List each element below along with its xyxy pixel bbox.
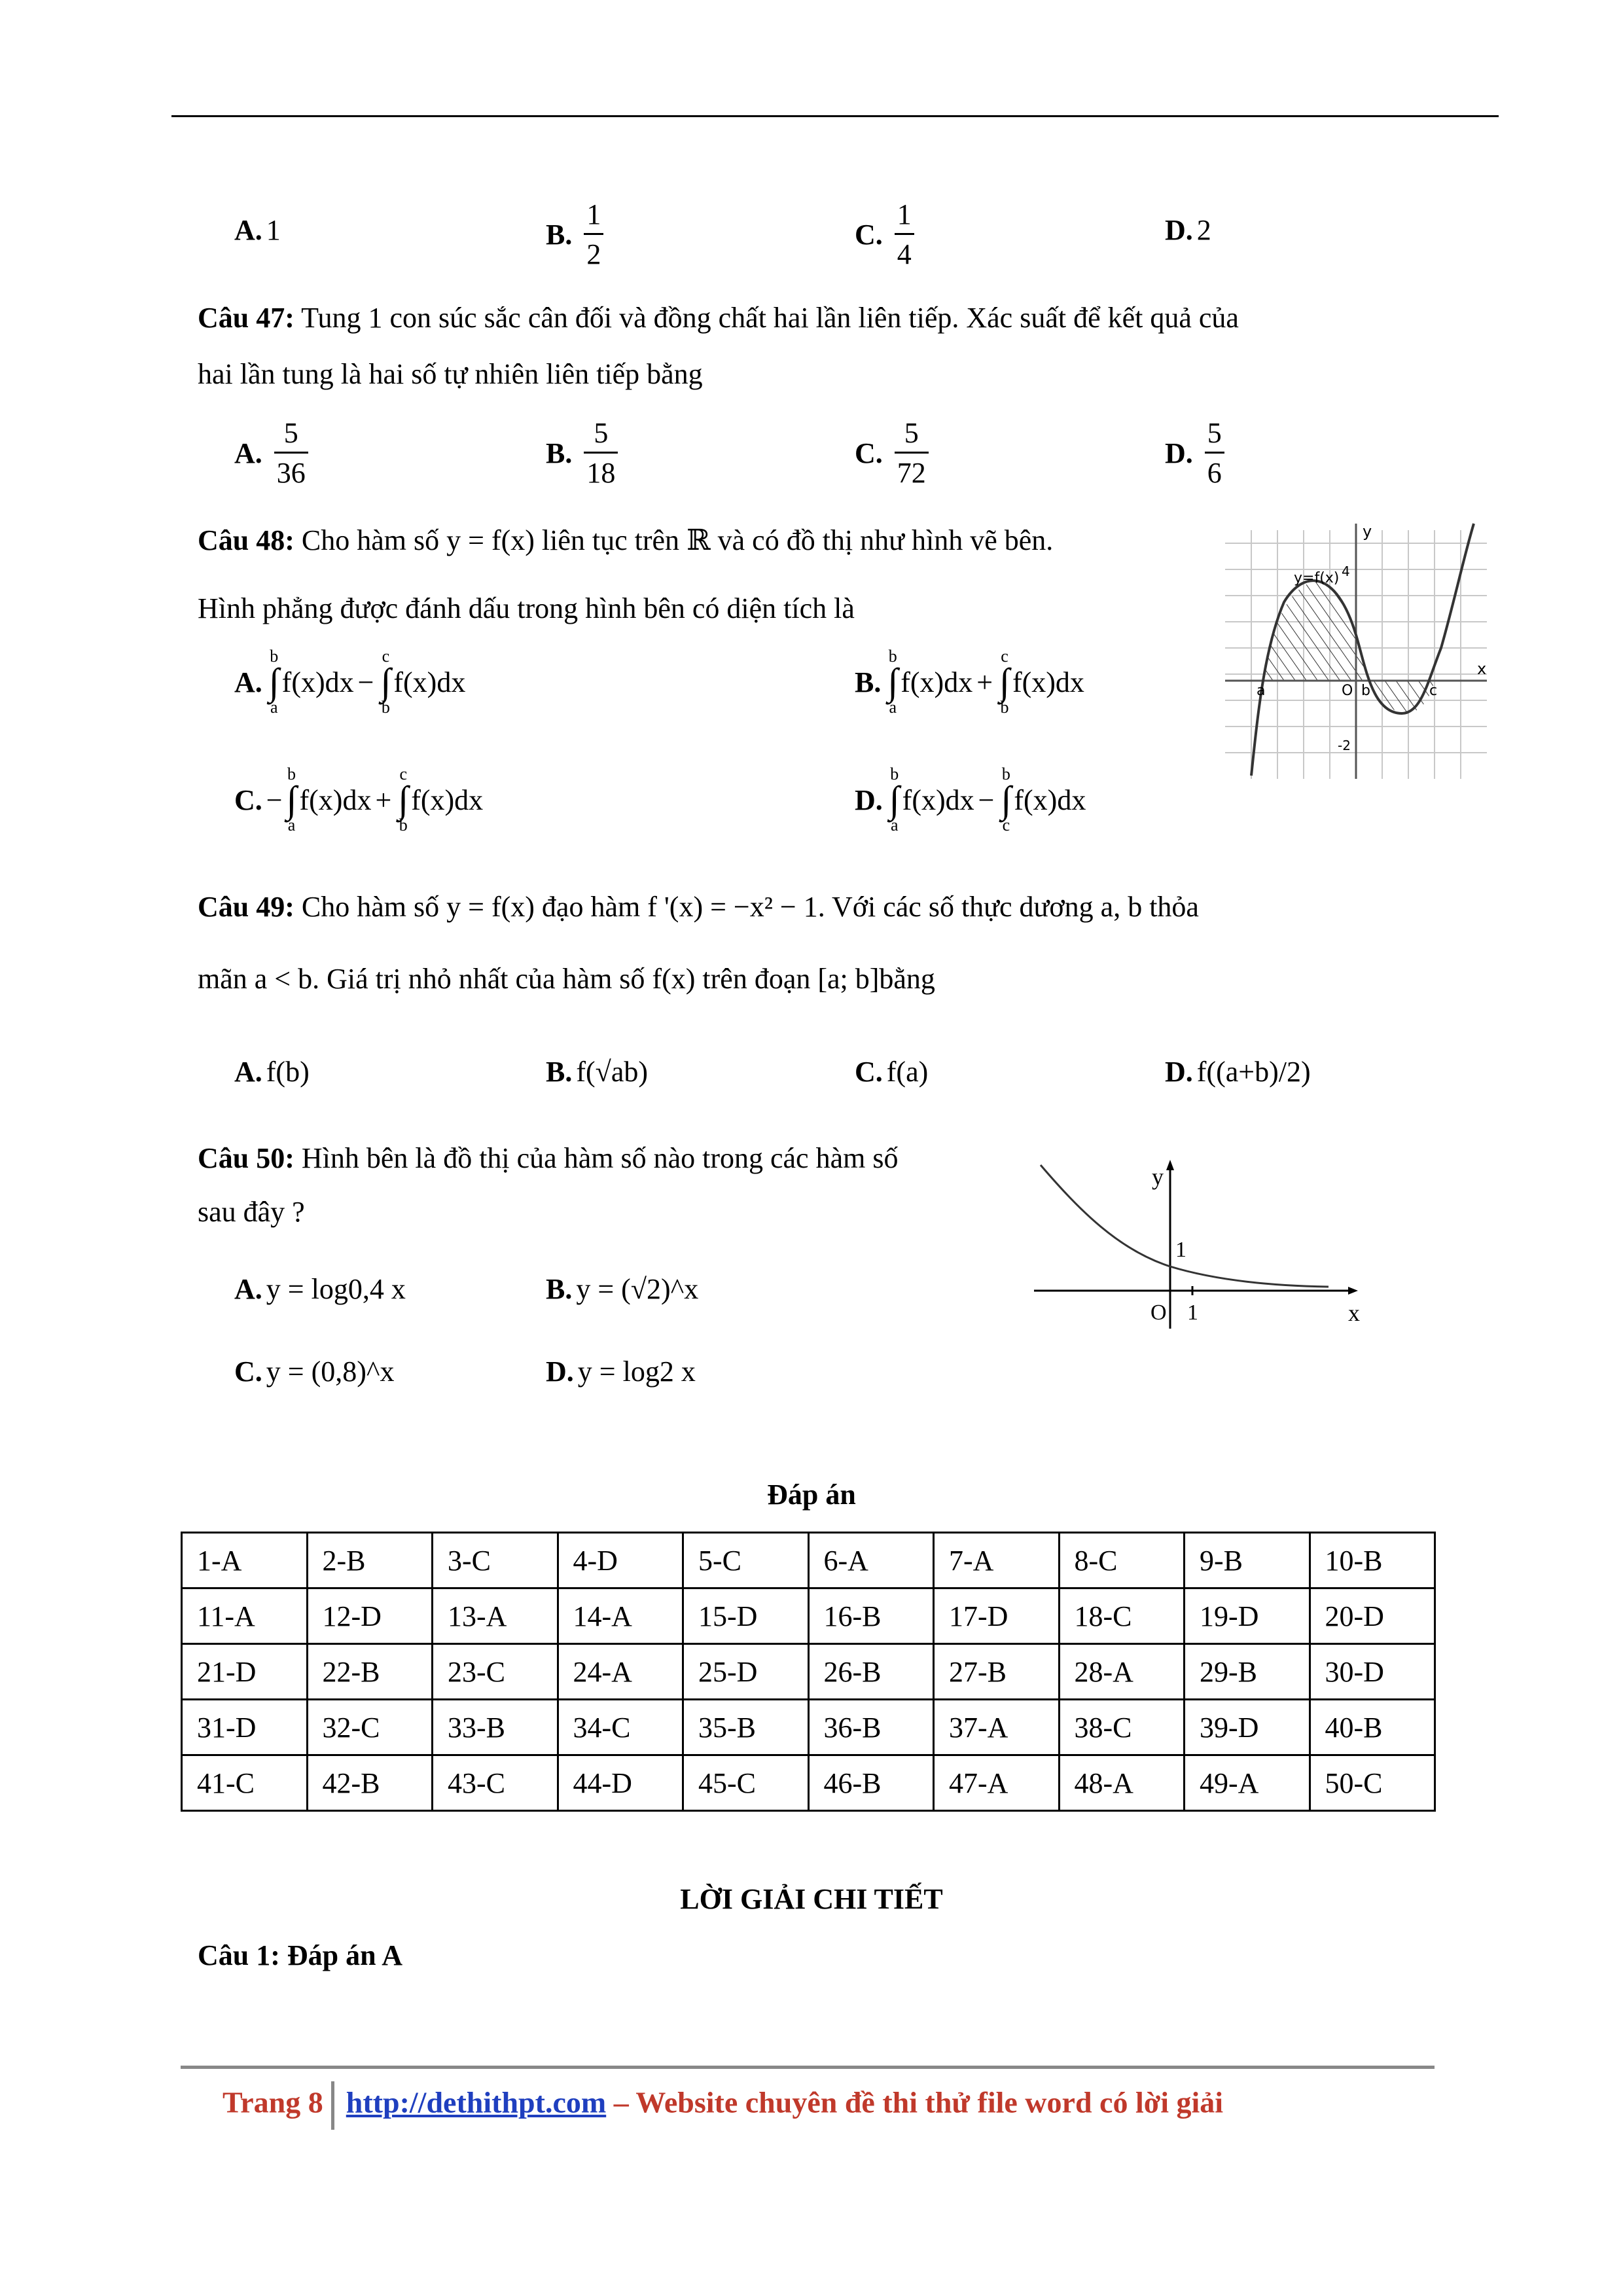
table-cell: 14-A xyxy=(558,1588,683,1644)
table-cell: 47-A xyxy=(934,1755,1060,1811)
question-label: Câu 50: xyxy=(198,1142,294,1174)
table-cell: 21-D xyxy=(182,1644,308,1700)
shaded-region-2 xyxy=(1369,681,1438,713)
table-row xyxy=(182,1533,1435,1588)
question-label: Câu 47: xyxy=(198,302,294,334)
graph-label-minus2: -2 xyxy=(1338,738,1351,753)
footer-rule xyxy=(181,2066,1435,2069)
graph-label-b: b xyxy=(1361,683,1370,699)
graph-label-fx: y=f(x) xyxy=(1294,570,1340,586)
text: đạo hàm xyxy=(541,891,641,923)
option-label: A. xyxy=(234,437,262,469)
fraction: $\frac{5}{72}$ xyxy=(895,419,929,488)
table-cell: 40-B xyxy=(1310,1700,1435,1755)
footer xyxy=(223,2081,1223,2130)
text: liên tục trên xyxy=(541,524,680,556)
option-label: D. xyxy=(1165,437,1193,469)
option-label: C. xyxy=(855,1056,883,1088)
page-number: Trang 8 xyxy=(223,2085,323,2119)
integral: c ∫ b xyxy=(999,647,1010,717)
q47-option-a[interactable] xyxy=(234,419,308,488)
q49-option-c[interactable] xyxy=(855,1055,928,1088)
graph-label-1y: 1 xyxy=(1175,1238,1186,1262)
answer-table xyxy=(181,1532,1436,1812)
math-expr: y = f(x) xyxy=(446,524,535,556)
table-cell: 8-C xyxy=(1059,1533,1185,1588)
table-cell: 19-D xyxy=(1185,1588,1310,1644)
graph-label-c: c xyxy=(1429,683,1438,699)
table-cell: 24-A xyxy=(558,1644,683,1700)
table-cell: 30-D xyxy=(1310,1644,1435,1700)
option-label: A. xyxy=(234,1273,262,1305)
table-cell: 11-A xyxy=(182,1588,308,1644)
option-label: B. xyxy=(546,1056,573,1088)
q50-line1 xyxy=(198,1144,898,1173)
integral: b ∫ c xyxy=(1001,764,1012,835)
q47-line1 xyxy=(198,304,1239,332)
table-cell: 34-C xyxy=(558,1700,683,1755)
table-cell: 17-D xyxy=(934,1588,1060,1644)
table-cell: 50-C xyxy=(1310,1755,1435,1811)
table-cell: 15-D xyxy=(683,1588,809,1644)
graph-label-four: 4 xyxy=(1342,564,1350,579)
graph-label-o: O xyxy=(1150,1300,1167,1325)
integral: c ∫ b xyxy=(398,764,409,835)
integral: b ∫ a xyxy=(889,764,900,835)
table-cell: 48-A xyxy=(1059,1755,1185,1811)
table-cell: 32-C xyxy=(307,1700,433,1755)
integrand: f(x)dx xyxy=(902,783,974,816)
option-value: y = (√2)^x xyxy=(576,1273,699,1305)
table-cell: 22-B xyxy=(307,1644,433,1700)
table-cell: 20-D xyxy=(1310,1588,1435,1644)
option-value: y = log0,4 x xyxy=(266,1273,406,1305)
text: Cho hàm số xyxy=(301,524,440,556)
q49-line2 xyxy=(198,965,935,994)
math-expr: y = f(x) xyxy=(446,891,535,923)
q47-option-d[interactable] xyxy=(1165,419,1224,488)
integral: b ∫ a xyxy=(268,647,279,717)
q47-line2: hai lần tung là hai số tự nhiên liên tiếp bằng xyxy=(198,358,703,390)
option-label: C. xyxy=(234,1355,262,1388)
solution-title: LỜI GIẢI CHI TIẾT xyxy=(680,1883,943,1915)
footer-separator xyxy=(331,2081,334,2130)
text: mãn xyxy=(198,963,247,995)
option-label: C. xyxy=(855,437,883,469)
table-cell: 49-A xyxy=(1185,1755,1310,1811)
option-label: D. xyxy=(546,1355,574,1388)
option-value: 2 xyxy=(1196,214,1211,246)
math-expr: f(x) xyxy=(652,963,696,995)
integrand: f(x)dx xyxy=(901,666,973,698)
question-label: Câu 48: xyxy=(198,524,294,556)
y-arrow-icon xyxy=(1166,1160,1174,1170)
integral: b ∫ a xyxy=(887,647,899,717)
table-cell: 44-D xyxy=(558,1755,683,1811)
graph-label-x: x xyxy=(1477,660,1487,678)
table-cell: 45-C xyxy=(683,1755,809,1811)
table-cell: 23-C xyxy=(433,1644,558,1700)
text: . Giá trị nhỏ nhất của hàm số xyxy=(312,963,645,995)
text: Cho hàm số xyxy=(301,891,440,923)
question-text: Tung 1 con súc sắc cân đối và đồng chất hai lần liên tiếp. Xác suất để kết quả của xyxy=(301,302,1239,334)
table-cell: 46-B xyxy=(808,1755,934,1811)
q48-line1 xyxy=(198,526,1053,555)
shaded-region-1 xyxy=(1264,582,1369,681)
text: bằng xyxy=(879,963,935,995)
curve xyxy=(1041,1165,1329,1287)
option-value: 1 xyxy=(266,214,281,246)
table-cell: 38-C xyxy=(1059,1700,1185,1755)
graph-label-y: y xyxy=(1363,522,1372,541)
q46-option-b[interactable] xyxy=(546,200,603,269)
q48-graph xyxy=(1225,517,1493,785)
math-expr: f '(x) = −x² − 1. xyxy=(647,891,825,923)
table-cell: 9-B xyxy=(1185,1533,1310,1588)
integrand: f(x)dx xyxy=(411,783,484,816)
fraction: $\frac{1}{2}$ xyxy=(584,200,603,269)
table-cell: 10-B xyxy=(1310,1533,1435,1588)
integrand: f(x)dx xyxy=(281,666,354,698)
solution-q1: Câu 1: Đáp án A xyxy=(198,1939,402,1971)
table-cell: 16-B xyxy=(808,1588,934,1644)
integrand: f(x)dx xyxy=(1014,783,1086,816)
table-cell: 5-C xyxy=(683,1533,809,1588)
answer-title: Đáp án xyxy=(767,1479,856,1511)
q48-option-c[interactable]: C. − b ∫ a f(x)dx + c ∫ b f(x)dx xyxy=(234,764,484,835)
question-text: Hình bên là đồ thị của hàm số nào trong các hàm số xyxy=(301,1142,899,1174)
text: Với các số thực dương a, b thỏa xyxy=(831,891,1199,923)
table-cell: 12-D xyxy=(307,1588,433,1644)
option-label: D. xyxy=(1165,1056,1193,1088)
option-label: D. xyxy=(855,783,883,816)
q50-option-b[interactable] xyxy=(546,1272,698,1306)
graph-label-a: a xyxy=(1257,683,1266,699)
q48-option-b[interactable]: B. b ∫ a f(x)dx + c ∫ b f(x)dx xyxy=(855,647,1084,717)
website-link[interactable]: http://dethithpt.com xyxy=(346,2085,607,2119)
q49-option-b[interactable] xyxy=(546,1055,648,1088)
integrand: f(x)dx xyxy=(1012,666,1084,698)
table-cell: 18-C xyxy=(1059,1588,1185,1644)
option-label: C. xyxy=(855,219,883,251)
q49-option-a[interactable] xyxy=(234,1055,310,1088)
option-label: D. xyxy=(1165,214,1193,246)
option-label: A. xyxy=(234,1056,262,1088)
table-cell: 29-B xyxy=(1185,1644,1310,1700)
fraction: $\frac{5}{6}$ xyxy=(1205,419,1224,488)
q47-option-c[interactable] xyxy=(855,419,929,488)
q48-line2: Hình phẳng được đánh dấu trong hình bên có diện tích là xyxy=(198,592,855,624)
integral: c ∫ b xyxy=(380,647,391,717)
option-label: B. xyxy=(546,437,573,469)
table-cell: 4-D xyxy=(558,1533,683,1588)
graph-label-y: y xyxy=(1152,1164,1164,1190)
q48-option-a[interactable]: A. b ∫ a f(x)dx − c ∫ b f(x)dx xyxy=(234,647,466,717)
table-cell: 33-B xyxy=(433,1700,558,1755)
option-label: B. xyxy=(546,1273,573,1305)
q48-option-d[interactable]: D. b ∫ a f(x)dx − b ∫ c f(x)dx xyxy=(855,764,1086,835)
q46-option-a[interactable] xyxy=(234,213,281,247)
table-cell: 43-C xyxy=(433,1755,558,1811)
q50-line2: sau đây ? xyxy=(198,1196,305,1228)
table-row xyxy=(182,1588,1435,1644)
q50-graph xyxy=(1027,1152,1381,1335)
header-rule xyxy=(171,115,1499,117)
table-cell: 1-A xyxy=(182,1533,308,1588)
table-cell: 3-C xyxy=(433,1533,558,1588)
table-cell: 6-A xyxy=(808,1533,934,1588)
integral: b ∫ a xyxy=(286,764,297,835)
text: trên đoạn xyxy=(702,963,811,995)
table-cell: 2-B xyxy=(307,1533,433,1588)
x-arrow-icon xyxy=(1348,1287,1358,1295)
table-cell: 41-C xyxy=(182,1755,308,1811)
integrand: f(x)dx xyxy=(299,783,372,816)
table-cell: 25-D xyxy=(683,1644,809,1700)
q46-option-d[interactable] xyxy=(1165,213,1211,247)
option-label: C. xyxy=(234,783,262,816)
q49-option-d[interactable] xyxy=(1165,1055,1311,1088)
option-value: f(√ab) xyxy=(576,1056,648,1088)
q49-line1 xyxy=(198,893,1199,922)
table-cell: 39-D xyxy=(1185,1700,1310,1755)
q50-option-d[interactable] xyxy=(546,1355,696,1388)
q50-option-c[interactable] xyxy=(234,1355,395,1388)
option-label: B. xyxy=(855,666,882,698)
text: và có đồ thị như hình vẽ bên. xyxy=(717,524,1054,556)
table-cell: 36-B xyxy=(808,1700,934,1755)
question-label: Câu 49: xyxy=(198,891,294,923)
integrand: f(x)dx xyxy=(393,666,466,698)
fraction: $\frac{5}{36}$ xyxy=(274,419,308,488)
table-cell: 35-B xyxy=(683,1700,809,1755)
table-row xyxy=(182,1755,1435,1811)
graph-label-o: O xyxy=(1342,683,1353,699)
q47-option-b[interactable] xyxy=(546,419,618,488)
fraction: $\frac{5}{18}$ xyxy=(584,419,618,488)
table-row xyxy=(182,1700,1435,1755)
option-value: y = (0,8)^x xyxy=(266,1355,395,1388)
table-cell: 7-A xyxy=(934,1533,1060,1588)
q50-option-a[interactable] xyxy=(234,1272,406,1306)
table-cell: 31-D xyxy=(182,1700,308,1755)
option-label: A. xyxy=(234,666,262,698)
q46-option-c[interactable] xyxy=(855,200,914,269)
table-cell: 13-A xyxy=(433,1588,558,1644)
table-cell: 27-B xyxy=(934,1644,1060,1700)
option-label: A. xyxy=(234,214,262,246)
option-value: f((a+b)/2) xyxy=(1196,1056,1311,1088)
table-cell: 28-A xyxy=(1059,1644,1185,1700)
table-cell: 42-B xyxy=(307,1755,433,1811)
table-row xyxy=(182,1644,1435,1700)
footer-tagline: – Website chuyên đề thi thử file word có lời giải xyxy=(606,2085,1224,2119)
graph-label-1x: 1 xyxy=(1187,1300,1198,1325)
option-label: B. xyxy=(546,219,573,251)
table-cell: 37-A xyxy=(934,1700,1060,1755)
math-expr: ℝ xyxy=(687,524,711,556)
math-expr: a < b xyxy=(254,963,313,995)
option-value: f(a) xyxy=(886,1056,929,1088)
option-value: f(b) xyxy=(266,1056,310,1088)
graph-label-x: x xyxy=(1348,1300,1360,1326)
table-cell: 26-B xyxy=(808,1644,934,1700)
math-expr: [a; b] xyxy=(817,963,880,995)
fraction: $\frac{1}{4}$ xyxy=(895,200,914,269)
option-value: y = log2 x xyxy=(577,1355,696,1388)
